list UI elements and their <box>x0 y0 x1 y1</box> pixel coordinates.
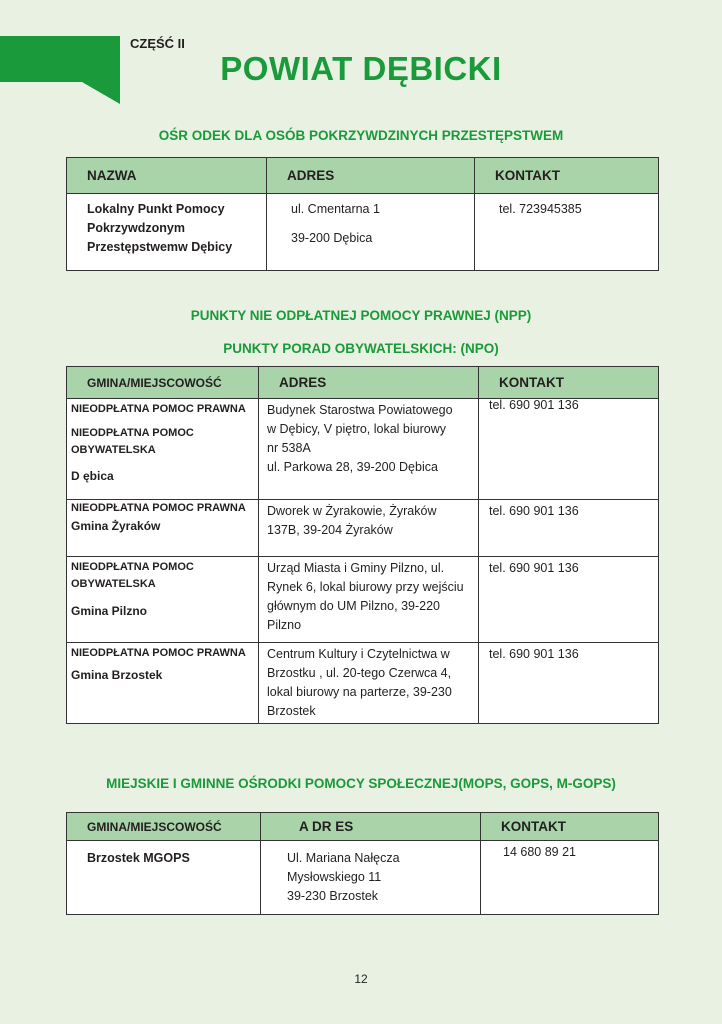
service-type: NIEODPŁATNA POMOC PRAWNA <box>71 403 246 415</box>
table-row <box>67 500 659 557</box>
col-contact-header: KONTAKT <box>481 813 659 841</box>
social-welfare-table <box>66 812 659 915</box>
place-name: D ębica <box>71 469 114 483</box>
address-line: głównym do UM Pilzno, 39-220 <box>267 599 440 613</box>
part-label: CZĘŚĆ II <box>130 36 185 51</box>
place-name: Gmina Brzostek <box>71 668 163 682</box>
address-line: Brzostku , ul. 20-tego Czerwca 4, <box>267 666 452 680</box>
place-name: Gmina Żyraków <box>71 519 161 533</box>
legal-aid-table <box>66 366 659 724</box>
table-header-row <box>67 367 659 399</box>
table-row <box>67 399 659 500</box>
address-line: ul. Cmentarna 1 <box>291 202 380 216</box>
address-line: nr 538A <box>267 441 311 455</box>
contact-phone: 14 680 89 21 <box>503 845 576 859</box>
place-name: Brzostek MGOPS <box>87 851 190 865</box>
victims-table <box>66 157 659 271</box>
address-line: Centrum Kultury i Czytelnictwa w <box>267 647 450 661</box>
section2-title: PUNKTY NIE ODPŁATNEJ POMOCY PRAWNEJ (NPP) <box>190 308 532 323</box>
contact-phone: tel. 690 901 136 <box>489 398 579 412</box>
address-line: Dworek w Żyrakowie, Żyraków <box>267 504 437 518</box>
address-line: 39-200 Dębica <box>291 231 373 245</box>
col-address-header: ADRES <box>267 158 475 194</box>
section3-title: MIEJSKIE I GMINNE OŚRODKI POMOCY SPOŁECZNEJ(MOPS, GOPS, M-GOPS) <box>106 776 616 791</box>
col-place-header: GMINA/MIEJSCOWOŚĆ <box>67 367 259 399</box>
service-type: NIEODPŁATNA POMOC <box>71 561 194 573</box>
contact-phone: tel. 690 901 136 <box>489 647 579 661</box>
address-line: Rynek 6, lokal biurowy przy wejściu <box>267 580 464 594</box>
col-contact-header: KONTAKT <box>475 158 659 194</box>
page-number: 12 <box>354 972 368 986</box>
contact-phone: tel. 690 901 136 <box>489 561 579 575</box>
place-name: Gmina Pilzno <box>71 604 148 618</box>
org-name-line: Przestępstwemw Dębicy <box>87 240 233 254</box>
table-header-row <box>67 813 659 841</box>
address-line: 137B, 39-204 Żyraków <box>267 523 393 537</box>
table-row <box>67 643 659 724</box>
col-address-header: ADRES <box>259 367 479 399</box>
address-line: Mysłowskiego 11 <box>287 870 382 884</box>
table-row <box>67 841 659 915</box>
col-name-header: NAZWA <box>67 158 267 194</box>
table-header-row <box>67 158 659 194</box>
address-line: Ul. Mariana Nałęcza <box>287 851 400 865</box>
address-line: ul. Parkowa 28, 39-200 Dębica <box>267 460 438 474</box>
address-line: 39-230 Brzostek <box>287 889 379 903</box>
table-row <box>67 557 659 643</box>
service-type: OBYWATELSKA <box>71 578 156 590</box>
service-type: NIEODPŁATNA POMOC PRAWNA <box>71 502 246 514</box>
section2-subtitle: PUNKTY PORAD OBYWATELSKICH: (NPO) <box>223 341 499 356</box>
col-contact-header: KONTAKT <box>479 367 659 399</box>
col-place-header: GMINA/MIEJSCOWOŚĆ <box>67 813 261 841</box>
address-line: Brzostek <box>267 704 316 718</box>
org-name-line: Pokrzywdzonym <box>87 221 185 235</box>
contact-phone: tel. 690 901 136 <box>489 504 579 518</box>
service-type: OBYWATELSKA <box>71 444 156 456</box>
section1-title: OŚR ODEK DLA OSÓB POKRZYWDZINYCH PRZESTĘPSTWEM <box>158 128 564 143</box>
service-type: NIEODPŁATNA POMOC PRAWNA <box>71 647 246 659</box>
col-address-header: A DR ES <box>261 813 481 841</box>
address-line: Budynek Starostwa Powiatowego <box>267 403 453 417</box>
service-type: NIEODPŁATNA POMOC <box>71 427 194 439</box>
page-title: POWIAT DĘBICKI <box>220 50 502 87</box>
address-line: Urząd Miasta i Gminy Pilzno, ul. <box>267 561 445 575</box>
address-line: w Dębicy, V piętro, lokal biurowy <box>267 422 447 436</box>
contact-phone: tel. 723945385 <box>499 202 582 216</box>
org-name-line: Lokalny Punkt Pomocy <box>87 202 225 216</box>
address-line: lokal biurowy na parterze, 39-230 <box>267 685 452 699</box>
table-row <box>67 194 659 271</box>
address-line: Pilzno <box>267 618 302 632</box>
